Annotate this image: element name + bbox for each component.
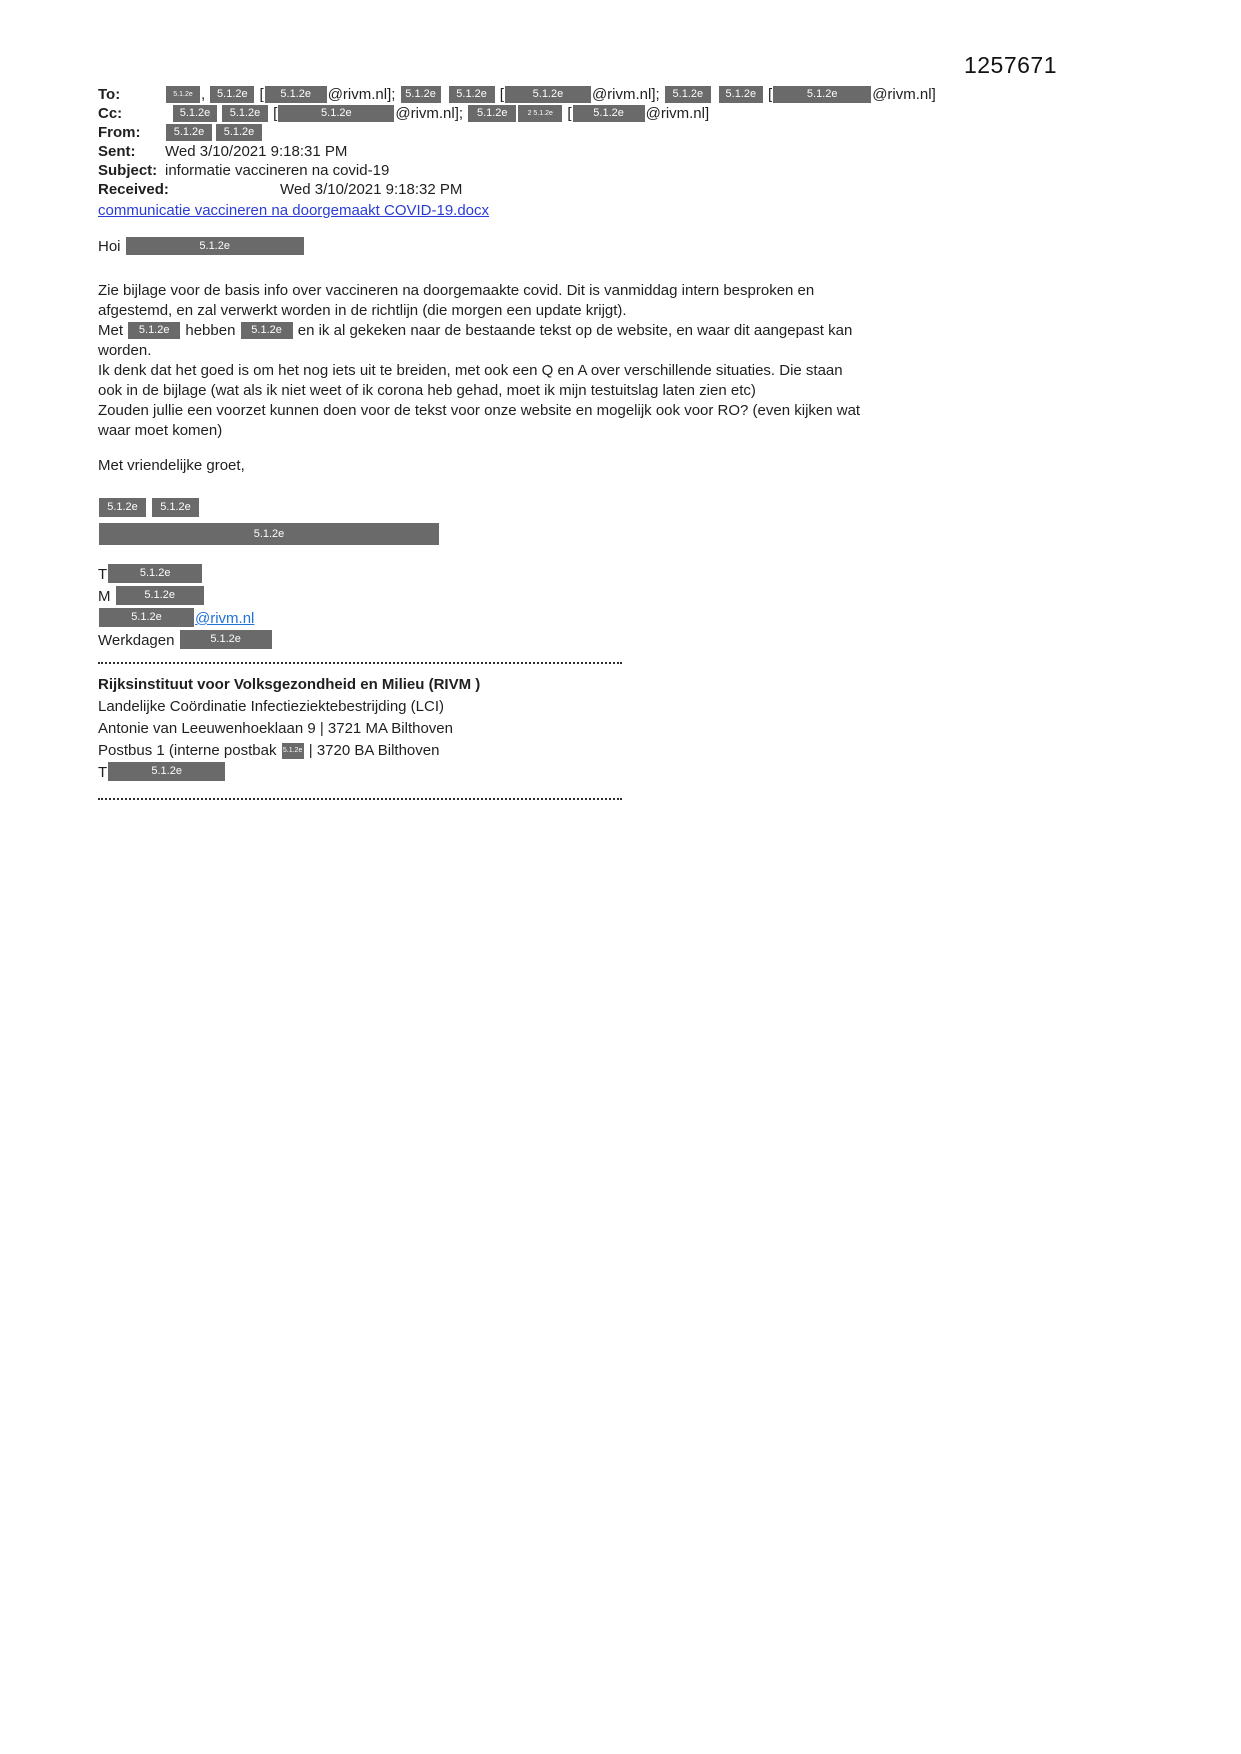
- text-segment: @rivm.nl];: [395, 105, 468, 122]
- signature-row: [98, 718, 1098, 740]
- redaction-box: 5.1.2e: [173, 105, 217, 122]
- body-line: [98, 401, 1098, 421]
- greeting-line: [98, 237, 1098, 257]
- text-segment: @rivm.nl]: [872, 86, 936, 103]
- text-segment: Ik denk dat het goed is om het nog iets uit te breiden, met ook een Q en A over verschillende situaties. Die staan: [98, 362, 843, 379]
- redaction-box: 5.1.2e: [665, 86, 711, 103]
- signature-row: [98, 523, 1098, 548]
- redaction-box: 5.1.2e: [278, 105, 394, 122]
- signature-row: [98, 762, 1098, 784]
- redaction-box: 5.1.2e: [573, 105, 645, 122]
- body-line: [98, 421, 1098, 441]
- body-line: [98, 341, 1098, 361]
- redaction-box: 5.1.2e: [166, 124, 212, 141]
- body-line: [98, 281, 1098, 301]
- redaction-box: 5.1.2e: [108, 564, 202, 583]
- redaction-box: 5.1.2e: [449, 86, 495, 103]
- redaction-box: 5.1.2e: [265, 86, 327, 103]
- redaction-box: 5.1.2e: [99, 608, 194, 627]
- text-segment: T: [98, 566, 108, 583]
- closing-line: Met vriendelijke groet,: [98, 457, 245, 474]
- header-row-sent: [98, 142, 1098, 161]
- redaction-box: 5.1.2e: [166, 86, 200, 103]
- redaction-box: 5.1.2e: [128, 322, 180, 339]
- redaction-box: 5.1.2e: [126, 237, 304, 255]
- signature-row: [98, 608, 1098, 630]
- text-segment: | 3720 BA Bilthoven: [304, 742, 440, 759]
- redaction-box: 5.1.2e: [99, 523, 439, 545]
- dotted-separator: [98, 662, 622, 664]
- text-segment: @rivm.nl];: [591, 86, 664, 103]
- header-row-from: [98, 123, 1098, 142]
- text-segment: M: [98, 588, 115, 605]
- redaction-box: 5.1.2e: [99, 498, 146, 517]
- text-segment: [: [563, 105, 572, 122]
- redaction-box: 5.1.2e: [222, 105, 268, 122]
- document-number: 1257671: [963, 52, 1057, 78]
- text-segment: Werkdagen: [98, 632, 179, 649]
- header-row-cc: [98, 104, 1098, 123]
- signature-row: [98, 696, 1098, 718]
- header-row-subject: [98, 161, 1098, 180]
- text-segment: [: [495, 86, 504, 103]
- body-line: [98, 301, 1098, 321]
- header-field-value: [165, 181, 462, 198]
- email-header: [98, 85, 1098, 199]
- header-field-label: From:: [98, 124, 141, 141]
- text-segment: informatie vaccineren na covid-19: [165, 162, 390, 179]
- signature-block: [98, 498, 1098, 800]
- text-segment: ,: [201, 86, 210, 103]
- rivm-email-link[interactable]: @rivm.nl: [195, 610, 255, 627]
- text-segment: Rijksinstituut voor Volksgezondheid en Milieu (RIVM ): [98, 676, 481, 693]
- redaction-box: 5.1.2e: [282, 743, 304, 759]
- text-segment: Zie bijlage voor de basis info over vaccineren na doorgemaakte covid. Dit is vanmiddag intern besproken en: [98, 282, 815, 299]
- redaction-box: 5.1.2e: [468, 105, 516, 122]
- text-segment: hebben: [181, 322, 240, 339]
- text-segment: [: [269, 105, 278, 122]
- body-line: [98, 321, 1098, 341]
- redaction-box: 5.1.2e: [180, 630, 272, 649]
- text-segment: en ik al gekeken naar de bestaande tekst op de website, en waar dit aangepast kan: [293, 322, 853, 339]
- signature-row: [98, 630, 1098, 652]
- signature-row: [98, 564, 1098, 586]
- redaction-box: 5.1.2e: [773, 86, 871, 103]
- header-row-received: [98, 180, 1098, 199]
- signature-row: [98, 498, 1098, 520]
- header-field-label: Received:: [98, 181, 169, 198]
- redaction-box: 5.1.2e: [241, 322, 293, 339]
- redaction-box: 5.1.2e: [210, 86, 254, 103]
- body-line: [98, 361, 1098, 381]
- header-field-value: [165, 162, 389, 179]
- header-field-label: Cc:: [98, 105, 123, 122]
- attachment-link[interactable]: communicatie vaccineren na doorgemaakt COVID-19.docx: [98, 202, 490, 219]
- redaction-box: 5.1.2e: [108, 762, 225, 781]
- header-field-value: [165, 86, 936, 103]
- body-line: [98, 381, 1098, 401]
- text-segment: [: [255, 86, 264, 103]
- text-segment: T: [98, 764, 108, 781]
- signature-row: [98, 740, 1098, 762]
- redaction-box: 2 5.1.2e: [518, 105, 562, 122]
- email-body: [98, 281, 1098, 441]
- header-field-value: [165, 124, 263, 141]
- text-segment: waar moet komen): [98, 422, 223, 439]
- signature-row: [98, 674, 1098, 696]
- text-segment: @rivm.nl];: [327, 86, 400, 103]
- redaction-box: 5.1.2e: [116, 586, 204, 605]
- header-field-label: Sent:: [98, 143, 136, 160]
- text-segment: @rivm.nl]: [645, 105, 710, 122]
- signature-row: [98, 586, 1098, 608]
- header-row-to: [98, 85, 1098, 104]
- redaction-box: 5.1.2e: [152, 498, 199, 517]
- text-segment: [: [763, 86, 773, 103]
- header-field-value: [165, 143, 347, 160]
- text-segment: worden.: [98, 342, 152, 359]
- header-field-value: [165, 105, 709, 122]
- text-segment: Landelijke Coördinatie Infectieziektebestrijding (LCI): [98, 698, 445, 715]
- text-segment: ook in de bijlage (wat als ik niet weet of ik corona heb gehad, moet ik mijn testuitslag laten zien etc): [98, 382, 756, 399]
- email-content: [98, 85, 1098, 810]
- redaction-box: 5.1.2e: [401, 86, 441, 103]
- header-field-label: To:: [98, 86, 121, 103]
- text-segment: afgestemd, en zal verwerkt worden in de richtlijn (die morgen een update krijgt).: [98, 302, 627, 319]
- dotted-separator: [98, 798, 622, 800]
- text-segment: Hoi: [98, 238, 125, 255]
- text-segment: Postbus 1 (interne postbak: [98, 742, 281, 759]
- text-segment: Met: [98, 322, 128, 339]
- text-segment: Antonie van Leeuwenhoeklaan 9 | 3721 MA Bilthoven: [98, 720, 453, 737]
- redaction-box: 5.1.2e: [505, 86, 591, 103]
- redaction-box: 5.1.2e: [719, 86, 763, 103]
- text-segment: Wed 3/10/2021 9:18:32 PM: [280, 181, 463, 198]
- text-segment: Wed 3/10/2021 9:18:31 PM: [165, 143, 348, 160]
- header-field-label: Subject:: [98, 162, 158, 179]
- redaction-box: 5.1.2e: [216, 124, 262, 141]
- text-segment: Zouden jullie een voorzet kunnen doen voor de tekst voor onze website en mogelijk ook voor RO? (even kijken wat: [98, 402, 861, 419]
